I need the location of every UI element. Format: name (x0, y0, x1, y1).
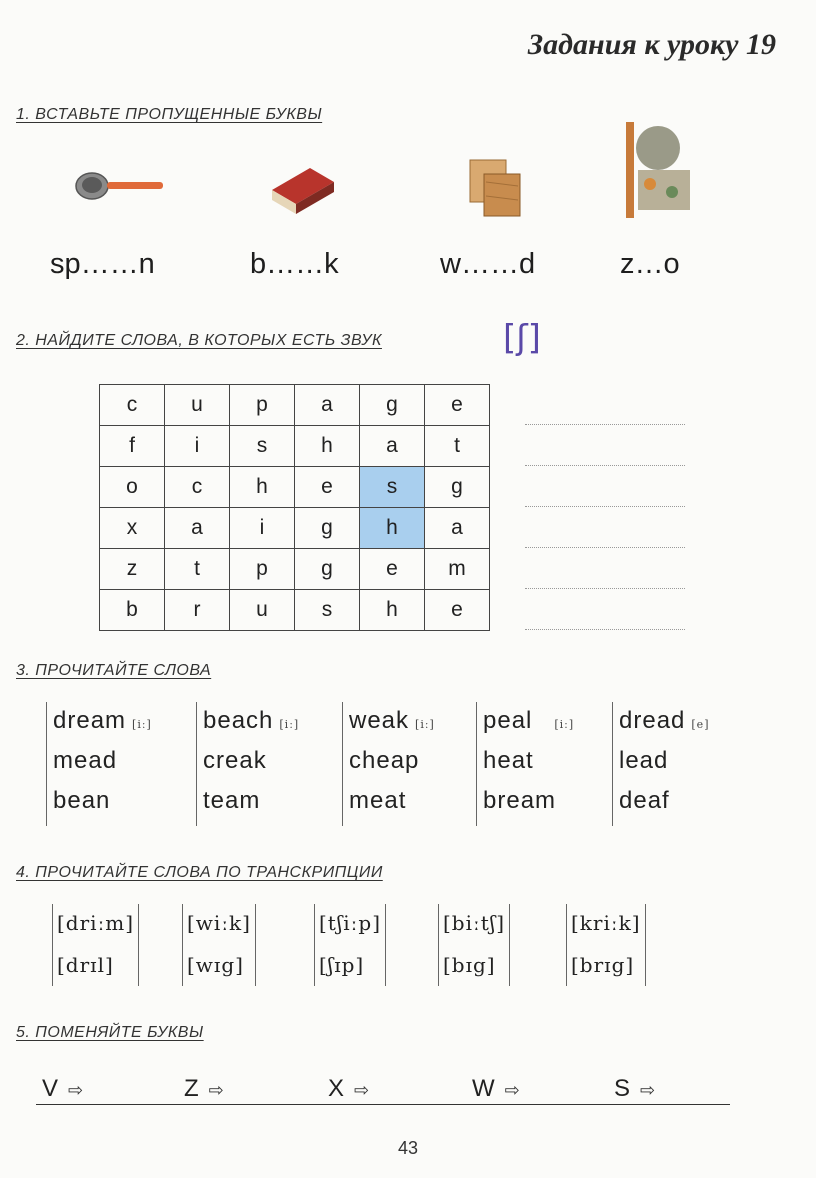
grid-cell: t (425, 426, 490, 467)
grid-row (100, 508, 490, 549)
transcription-column (182, 904, 256, 986)
sound-hint: [iː] (279, 718, 300, 731)
answer-line[interactable] (525, 465, 685, 466)
sound-hint: [iː] (132, 718, 152, 731)
word: cheap (349, 747, 420, 774)
word: bean (53, 787, 111, 814)
arrow-right-icon: ⇨ (640, 1080, 656, 1100)
grid-cell: a (425, 508, 490, 549)
grid-cell: i (165, 426, 230, 467)
transcription: [ʃɪp] (319, 953, 365, 977)
grid-cell: z (100, 549, 165, 590)
word-zoo: z…o (620, 248, 680, 280)
word: weak (349, 707, 410, 734)
grid-row (100, 385, 490, 426)
word: deaf (619, 787, 670, 814)
answer-line[interactable] (525, 629, 685, 630)
transcription: [bɪg] (443, 953, 496, 977)
letter-item (184, 1075, 224, 1103)
grid-cell: i (230, 508, 295, 549)
grid-cell: r (165, 590, 230, 631)
arrow-right-icon: ⇨ (68, 1080, 84, 1100)
grid-cell: g (360, 385, 425, 426)
letter: Z (184, 1075, 199, 1102)
arrow-right-icon: ⇨ (504, 1080, 520, 1100)
grid-cell: x (100, 508, 165, 549)
word: meat (349, 787, 407, 814)
transcription: [brɪg] (571, 953, 635, 977)
transcription: [drɪl] (57, 953, 114, 977)
sound-hint: [iː] (554, 718, 575, 731)
transcription-column (52, 904, 139, 986)
word: team (203, 787, 261, 814)
grid-cell: u (165, 385, 230, 426)
word: lead (619, 747, 669, 774)
transcription: [biːtʃ] (443, 911, 506, 935)
letter-item (614, 1075, 655, 1103)
word-column (196, 702, 299, 826)
grid-row (100, 467, 490, 508)
word-column (612, 702, 709, 826)
grid-cell: s (230, 426, 295, 467)
grid-cell: h (295, 426, 360, 467)
zoo-icon (622, 118, 696, 222)
grid-cell: h (230, 467, 295, 508)
grid-row (100, 549, 490, 590)
transcription-column (314, 904, 386, 986)
word-book: b……k (250, 248, 339, 280)
word-column (46, 702, 152, 826)
wood-icon (466, 156, 526, 222)
letter-grid (99, 384, 490, 631)
word-wood: w……d (440, 248, 536, 280)
transcription: [wɪg] (187, 953, 244, 977)
grid-row (100, 590, 490, 631)
letter: S (614, 1075, 631, 1102)
grid-cell: e (425, 385, 490, 426)
page-title: Задания к уроку 19 (527, 28, 776, 61)
grid-cell: g (295, 549, 360, 590)
section4-heading: 4. ПРОЧИТАЙТЕ СЛОВА ПО ТРАНСКРИПЦИИ (16, 864, 383, 881)
answer-line[interactable] (525, 424, 685, 425)
arrow-right-icon: ⇨ (354, 1080, 370, 1100)
answer-line[interactable] (525, 588, 685, 589)
grid-cell: h (360, 590, 425, 631)
transcription: [wiːk] (187, 911, 251, 935)
grid-cell-highlighted: s (360, 467, 425, 508)
sound-hint: [iː] (415, 718, 435, 731)
grid-cell: a (360, 426, 425, 467)
grid-cell: b (100, 590, 165, 631)
word: peal (483, 707, 533, 734)
grid-cell: s (295, 590, 360, 631)
grid-cell: u (230, 590, 295, 631)
grid-cell: e (425, 590, 490, 631)
section3-heading: 3. ПРОЧИТАЙТЕ СЛОВА (16, 662, 212, 679)
grid-cell: g (425, 467, 490, 508)
letter-item (328, 1075, 369, 1103)
letter-item (42, 1075, 83, 1103)
grid-cell: e (360, 549, 425, 590)
word: dread (619, 707, 686, 734)
word-spoon: sp……n (50, 248, 155, 280)
answer-line[interactable] (525, 547, 685, 548)
grid-cell: c (100, 385, 165, 426)
sound-symbol: [ʃ] (503, 318, 541, 358)
transcription: [kriːk] (571, 911, 641, 935)
grid-cell: a (295, 385, 360, 426)
transcription: [tʃiːp] (319, 911, 382, 935)
page-number: 43 (397, 1138, 419, 1158)
sound-hint: [e] (691, 718, 710, 731)
word: dream (53, 707, 127, 734)
arrow-right-icon: ⇨ (208, 1080, 224, 1100)
grid-cell: p (230, 385, 295, 426)
spoon-icon (74, 168, 166, 208)
grid-cell: f (100, 426, 165, 467)
grid-cell: o (100, 467, 165, 508)
word-column (476, 702, 574, 826)
transcription: [driːm] (57, 911, 135, 935)
word: bream (483, 787, 557, 814)
grid-cell: p (230, 549, 295, 590)
word: beach (203, 707, 274, 734)
section5-heading: 5. ПОМЕНЯЙТЕ БУКВЫ (16, 1024, 204, 1041)
grid-cell: a (165, 508, 230, 549)
grid-cell: c (165, 467, 230, 508)
word-column (342, 702, 435, 826)
answer-line[interactable] (525, 506, 685, 507)
letter: V (42, 1075, 59, 1102)
section2-heading: 2. НАЙДИТЕ СЛОВА, В КОТОРЫХ ЕСТЬ ЗВУК (16, 332, 382, 349)
transcription-column (566, 904, 646, 986)
letter: W (472, 1075, 495, 1102)
word: mead (53, 747, 118, 774)
letter: X (328, 1075, 345, 1102)
grid-row (100, 426, 490, 467)
grid-cell-highlighted: h (360, 508, 425, 549)
transcription-column (438, 904, 510, 986)
grid-cell: t (165, 549, 230, 590)
book-icon (266, 156, 340, 218)
grid-cell: g (295, 508, 360, 549)
word: creak (203, 747, 267, 774)
letter-item (472, 1075, 520, 1103)
grid-cell: m (425, 549, 490, 590)
answer-baseline[interactable] (36, 1104, 730, 1105)
section1-heading: 1. ВСТАВЬТЕ ПРОПУЩЕННЫЕ БУКВЫ (16, 106, 323, 123)
grid-cell: e (295, 467, 360, 508)
word: heat (483, 747, 534, 774)
